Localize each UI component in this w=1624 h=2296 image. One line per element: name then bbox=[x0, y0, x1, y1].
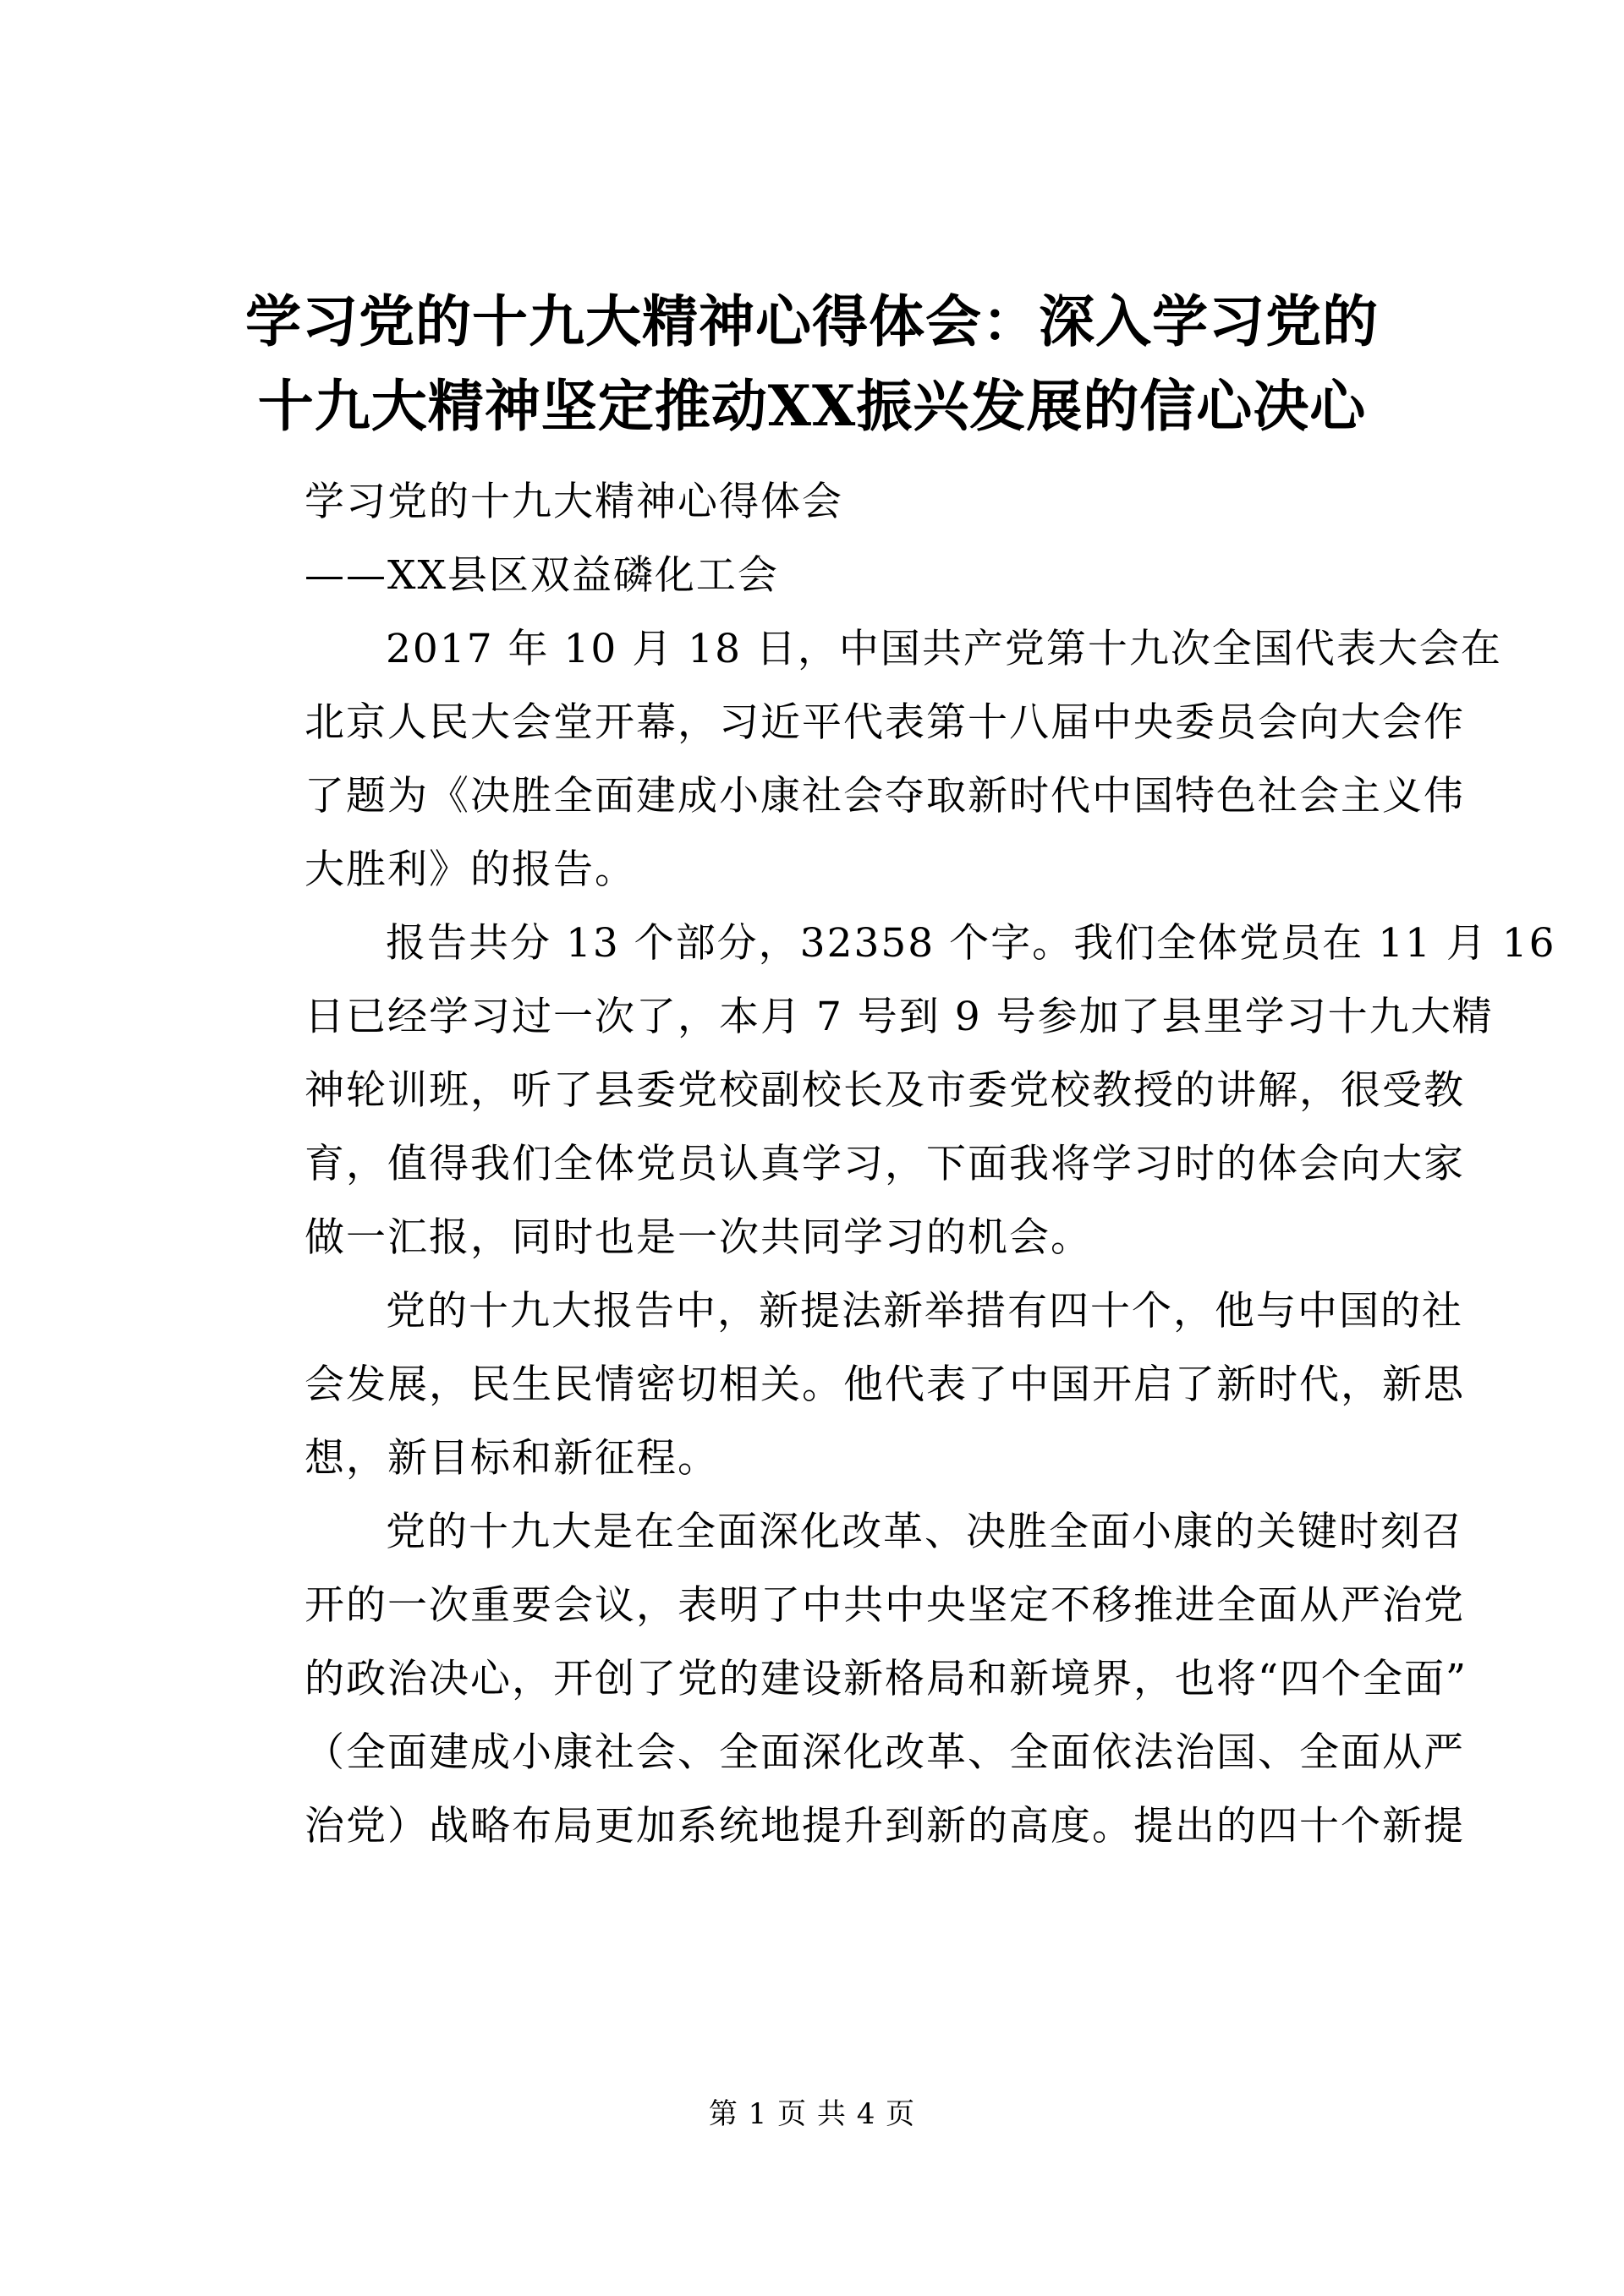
paragraph-line: 育，值得我们全体党员认真学习，下面我将学习时的体会向大家 bbox=[304, 1141, 1465, 1187]
paragraph-line: 的政治决心，开创了党的建设新格局和新境界，也将“四个全面” bbox=[304, 1656, 1468, 1702]
page-footer: 第 1 页 共 4 页 bbox=[708, 2097, 916, 2131]
paragraph-line: 党的十九大报告中，新提法新举措有四十个，他与中国的社 bbox=[386, 1288, 1463, 1334]
paragraph-line: 北京人民大会堂开幕，习近平代表第十八届中央委员会向大会作 bbox=[304, 699, 1465, 746]
paragraph-line: 治党）战略布局更加系统地提升到新的高度。提出的四十个新提 bbox=[304, 1803, 1465, 1849]
paragraph-line: 做一汇报，同时也是一次共同学习的机会。 bbox=[304, 1214, 1092, 1261]
paragraph-line: 了题为《决胜全面建成小康社会夺取新时代中国特色社会主义伟 bbox=[304, 773, 1465, 819]
paragraph-4 bbox=[223, 1495, 1468, 1863]
document-title bbox=[203, 279, 1421, 448]
title-line-1: 学习党的十九大精神心得体会：深入学习党的 bbox=[245, 288, 1379, 354]
paragraph-line: 党的十九大是在全面深化改革、决胜全面小康的关键时刻召 bbox=[386, 1509, 1463, 1555]
author-line: ——XX县区双益磷化工会 bbox=[304, 552, 779, 599]
title-line-2: 十九大精神坚定推动XX振兴发展的信心决心 bbox=[257, 373, 1367, 439]
paragraph-line: 报告共分 13 个部分，32358 个字。我们全体党员在 11 月 16 bbox=[386, 920, 1556, 967]
paragraph-2 bbox=[223, 907, 1556, 1274]
paragraph-line: 2017 年 10 月 18 日，中国共产党第十九次全国代表大会在 bbox=[386, 626, 1502, 672]
paragraph-line: 大胜利》的报告。 bbox=[304, 847, 636, 893]
paragraph-line: 会发展，民生民情密切相关。他代表了中国开启了新时代，新思 bbox=[304, 1362, 1465, 1408]
paragraph-line: 神轮训班，听了县委党校副校长及市委党校教授的讲解，很受教 bbox=[304, 1067, 1465, 1114]
subtitle: 学习党的十九大精神心得体会 bbox=[304, 479, 843, 525]
paragraph-line: 日已经学习过一次了，本月 7 号到 9 号参加了县里学习十九大精 bbox=[304, 994, 1494, 1040]
paragraph-3 bbox=[223, 1274, 1465, 1495]
paragraph-line: 开的一次重要会议，表明了中共中央坚定不移推进全面从严治党 bbox=[304, 1582, 1465, 1629]
paragraph-line: （全面建成小康社会、全面深化改革、全面依法治国、全面从严 bbox=[304, 1729, 1465, 1776]
paragraph-line: 想，新目标和新征程。 bbox=[304, 1435, 719, 1482]
document-body bbox=[223, 465, 1556, 1863]
paragraph-1 bbox=[223, 612, 1502, 907]
